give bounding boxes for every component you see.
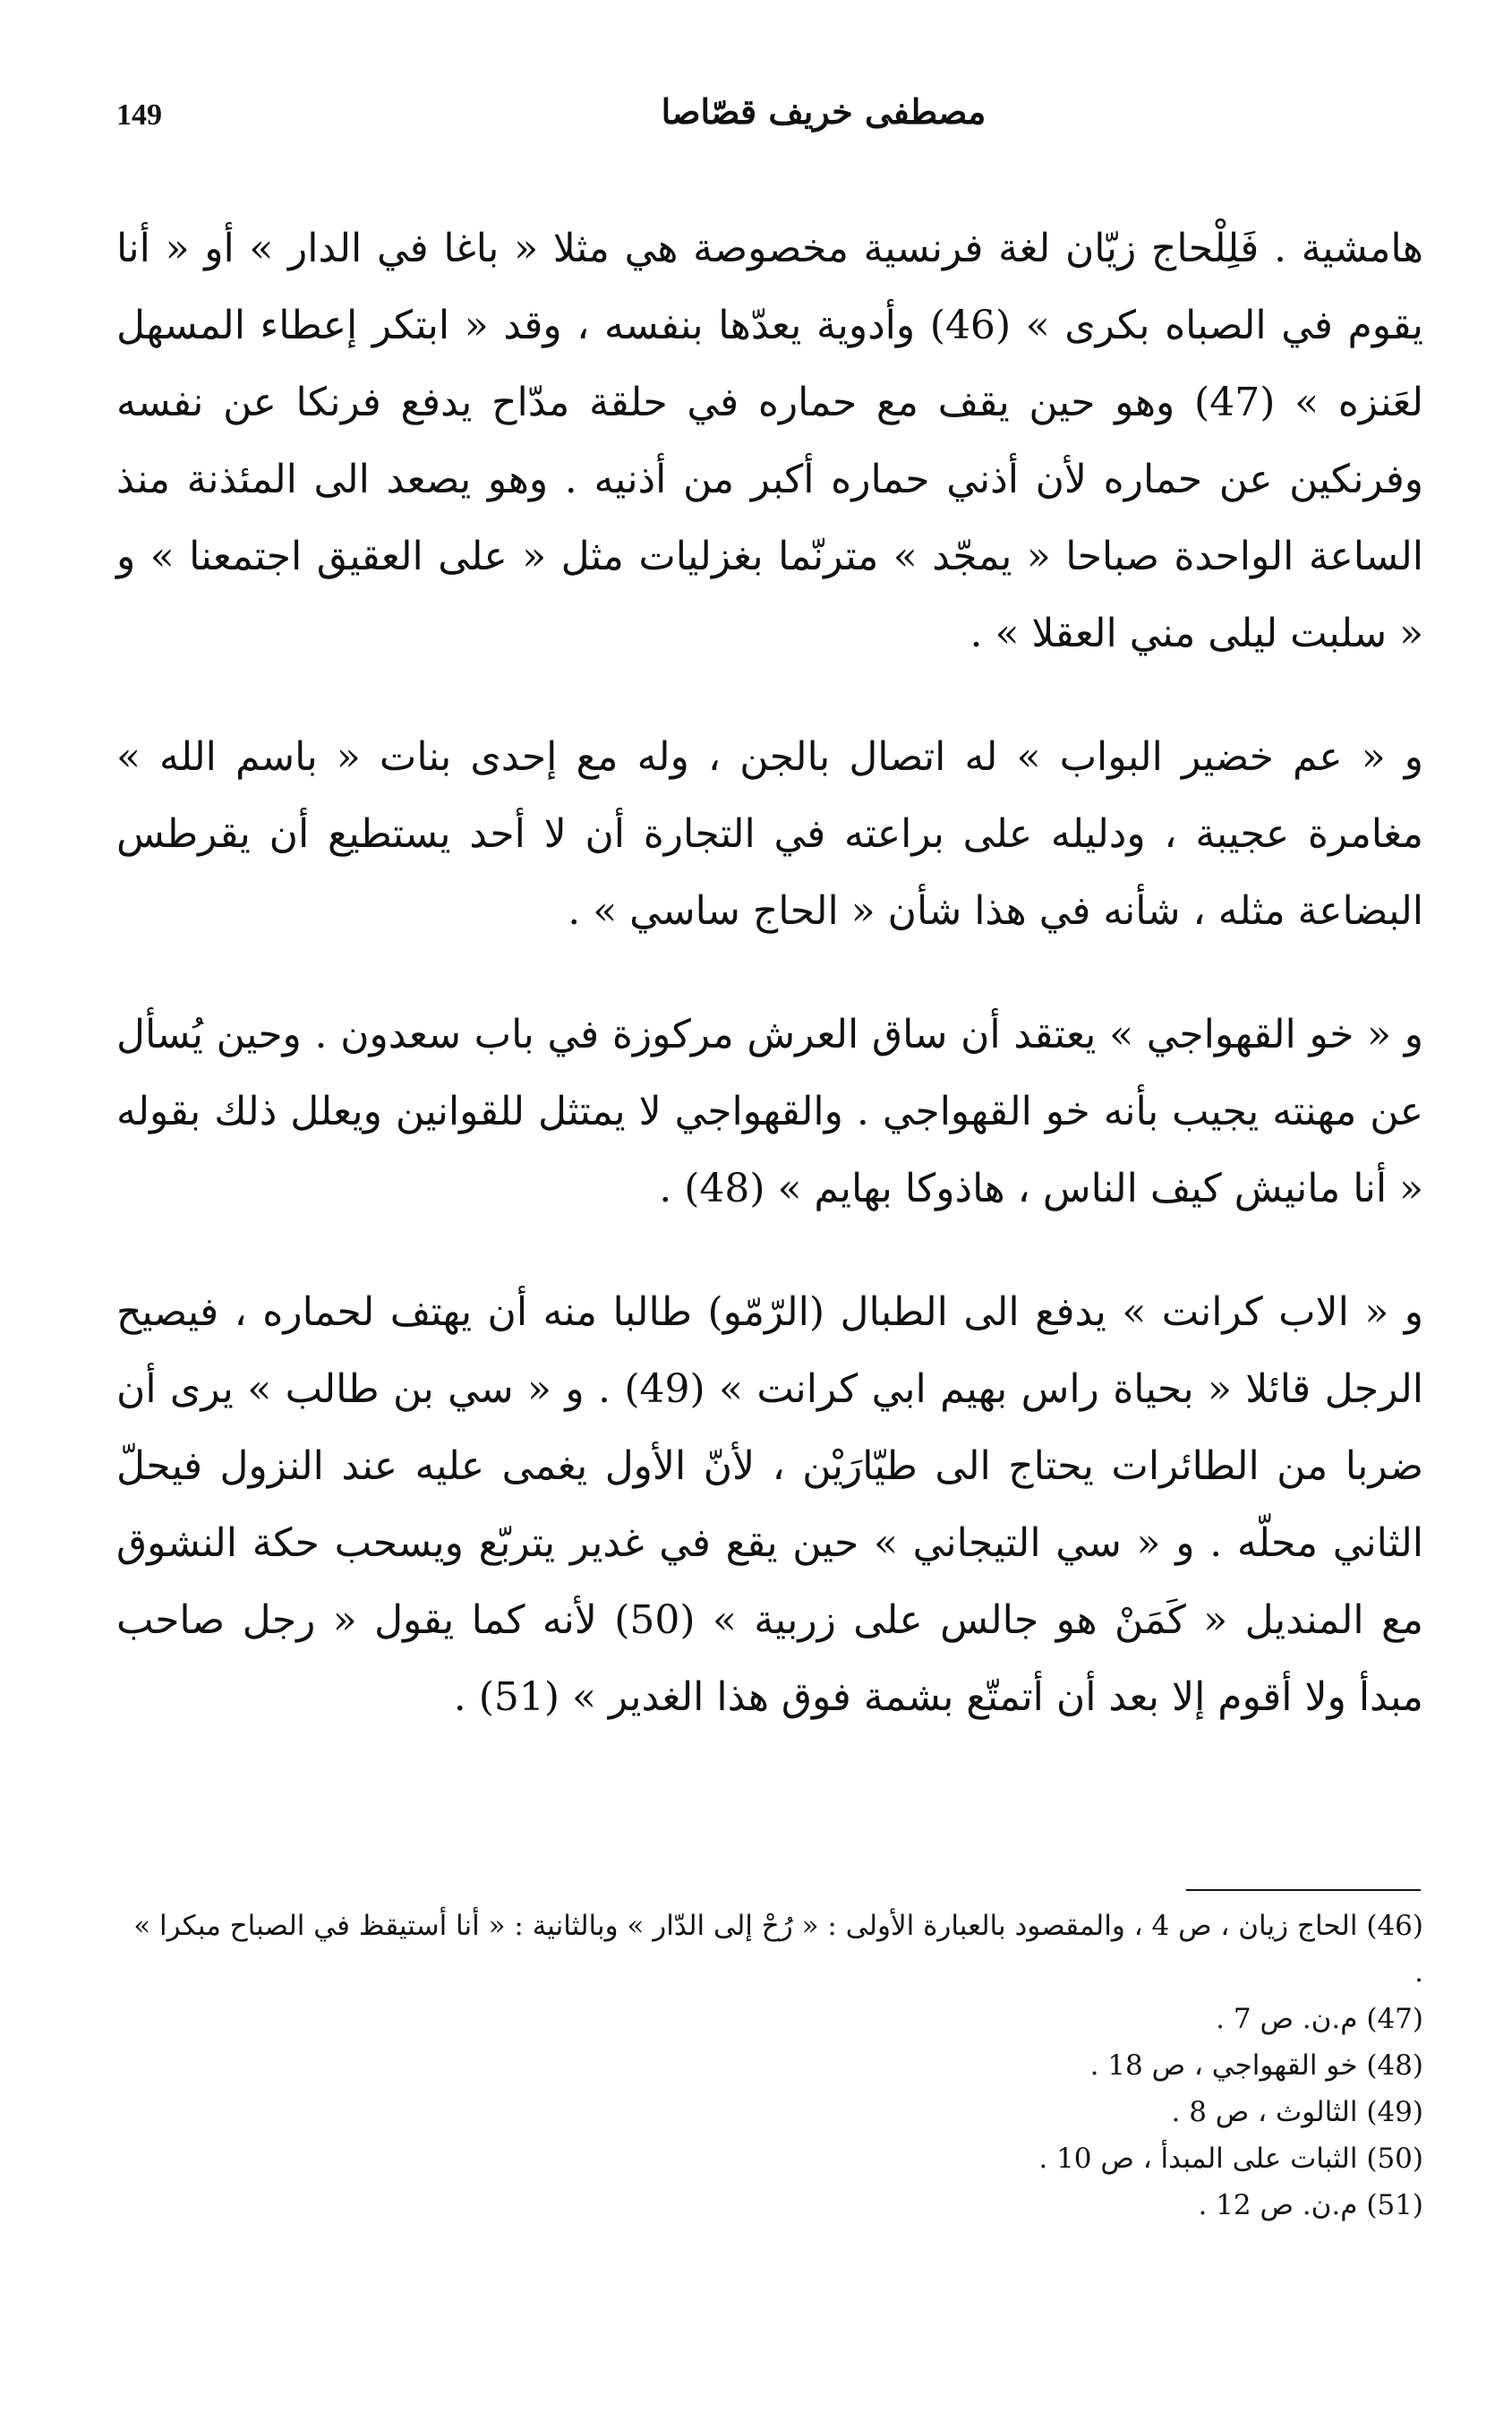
body-text bbox=[116, 210, 1423, 1783]
footnote: (47) م.ن. ص 7 . bbox=[1216, 2003, 1423, 2035]
footnote: (50) الثبات على المبدأ ، ص 10 . bbox=[1038, 2143, 1423, 2175]
paragraph: و « عم خضير البواب » له اتصال بالجن ، وله مع إحدى بنات « باسم الله » مغامرة عجيبة ، ودليله على براعته في التجارة أن لا أحد يستطيع أن يقرطس البضاعة مثله ، شأنه في هذا شأن « الحاج ساسي » . bbox=[116, 734, 1423, 934]
page-header bbox=[116, 86, 1405, 149]
running-title: مصطفى خريف قصّاصا bbox=[661, 91, 987, 132]
footnote: (51) م.ن. ص 12 . bbox=[1198, 2189, 1423, 2221]
footnote: (49) الثالوث ، ص 8 . bbox=[1171, 2096, 1423, 2128]
footnotes bbox=[116, 1903, 1423, 2229]
page-number: 149 bbox=[116, 98, 162, 132]
paragraph: هامشية . فَلِلْحاج زيّان لغة فرنسية مخصوصة هي مثلا « باغا في الدار » أو « أنا يقوم في الصباه بكرى » (46) وأدوية يعدّها بنفسه ، وقد « ابتكر إعطاء المسهل لعَنزه » (47) وهو حين يقف مع حماره في حلقة مدّاح يدفع فرنكا عن نفسه وفرنكين عن حماره لأن أذني حماره أكبر من أذنيه . وهو يصعد الى المئذنة منذ الساعة الواحدة صباحا « يمجّد » مترنّما بغزليات مثل « على العقيق اجتمعنا » و « سلبت ليلى مني العقلا » . bbox=[116, 226, 1423, 656]
footnote: (46) الحاج زيان ، ص 4 ، والمقصود بالعبارة الأولى : « رُحْ إلى الدّار » وبالثانية : « أنا أستيقظ في الصباح مبكرا » . bbox=[133, 1910, 1423, 1989]
footnote-divider bbox=[1186, 1889, 1421, 1891]
paragraph: و « الاب كرانت » يدفع الى الطبال (الرّمّو) طالبا منه أن يهتف لحماره ، فيصيح الرجل قائلا « بحياة راس بهيم ابي كرانت » (49) . و « سي بن طالب » يرى أن ضربا من الطائرات يحتاج الى طيّارَيْن ، لأنّ الأول يغمى عليه عند النزول فيحلّ الثاني محلّه . و « سي التيجاني » حين يقع في غدير يتربّع ويسحب حكة النشوق مع المنديل « كَمَنْ هو جالس على زربية » (50) لأنه كما يقول « رجل صاحب مبدأ ولا أقوم إلا بعد أن أتمتّع بشمة فوق هذا الغدير » (51) . bbox=[116, 1289, 1424, 1720]
paragraph: و « خو القهواجي » يعتقد أن ساق العرش مركوزة في باب سعدون . وحين يُسأل عن مهنته يجيب بأنه خو القهواجي . والقهواجي لا يمتثل للقوانين ويعلل ذلك بقوله « أنا مانيش كيف الناس ، هاذوكا بهايم » (48) . bbox=[116, 1012, 1423, 1211]
footnote: (48) خو القهواجي ، ص 18 . bbox=[1089, 2049, 1423, 2082]
